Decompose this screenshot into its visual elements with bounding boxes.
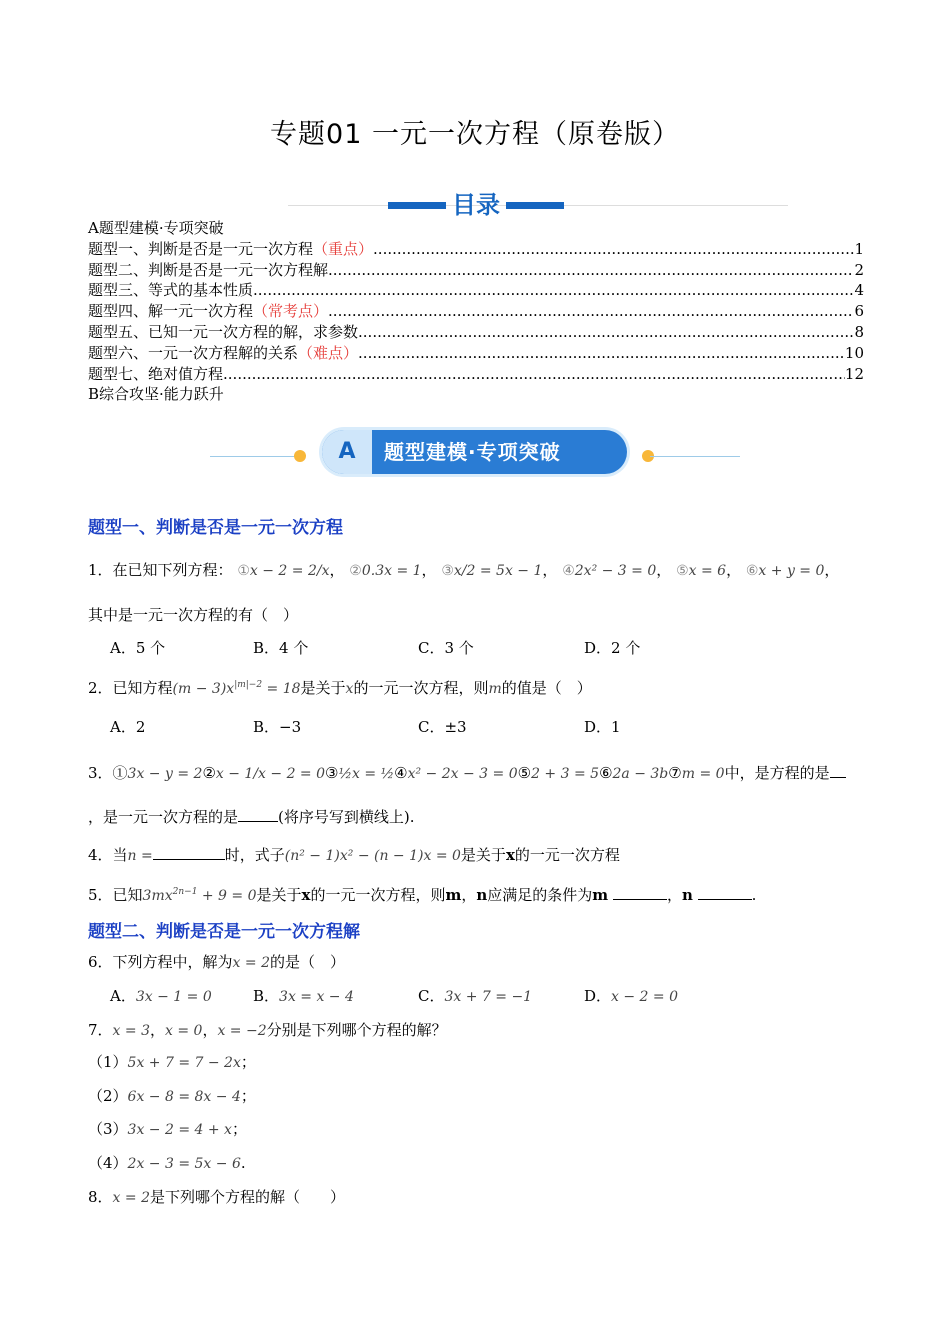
section-banner	[210, 428, 740, 476]
question-8: 8．x = 2是下列哪个方程的解（ ）	[88, 1188, 345, 1206]
toc-row[interactable]: 题型四、解一元一次方程 （常考点） ..... 6	[88, 301, 864, 322]
option-c[interactable]: C．±3	[418, 718, 467, 736]
question-2: 2．已知方程$(m - 3)x^{|m|-2} = 18$是关于x的一元一次方程，则m的值是（ ）	[88, 679, 592, 697]
toc-heading	[388, 183, 564, 223]
option-c[interactable]: C．3x + 7 = −1	[418, 987, 533, 1005]
section-heading: 题型二、判断是否是一元一次方程解	[88, 922, 360, 942]
option-d[interactable]: D．1	[584, 718, 621, 736]
toc-row[interactable]: 题型三、等式的基本性质 ..... 4	[88, 280, 864, 301]
question-7: 7．x = 3，x = 0，x = −2分别是下列哪个方程的解？	[88, 1021, 447, 1039]
question-4: 4．当n = 时，式子(n² − 1)x² − (n − 1)x = 0是关于x的一元一次方程	[88, 846, 620, 864]
option-d[interactable]: D．2 个	[584, 639, 641, 657]
answer-blank[interactable]	[698, 887, 752, 900]
toc-row[interactable]: 题型五、已知一元一次方程的解，求参数 ..... 8	[88, 322, 864, 343]
question-3-line2: ，是一元一次方程的是 (将序号写到横线上).	[88, 808, 415, 826]
banner-line-left	[210, 456, 300, 457]
question-3: 3．①3x − y = 2②x − 1/x − 2 = 0③½x = ½④x² − 2x − 3 = 0⑤2 + 3 = 5⑥2a − 3b⑦m = 0中，是方程的是	[88, 762, 846, 783]
option-c[interactable]: C．3 个	[418, 639, 474, 657]
answer-blank[interactable]	[153, 847, 225, 860]
option-a[interactable]: A．2	[110, 718, 146, 736]
option-b[interactable]: B．−3	[253, 718, 302, 736]
sub-question: （4）2x − 3 = 5x − 6.	[88, 1154, 246, 1172]
toc-row[interactable]: 题型七、绝对值方程 ..... 12	[88, 364, 864, 385]
sub-question: （1）5x + 7 = 7 − 2x；	[88, 1053, 256, 1071]
page-title: 专题01 一元一次方程（原卷版）	[270, 119, 680, 150]
sub-question: （2）6x − 8 = 8x − 4；	[88, 1087, 256, 1105]
toc-row[interactable]: B综合攻坚·能力跃升	[88, 385, 224, 404]
option-a[interactable]: A．5 个	[110, 639, 166, 657]
question-5: 5．已知$3mx^{2n-1} + 9 = 0$是关于x的一元一次方程，则m，n应满足的条件为m ，n .	[88, 886, 757, 904]
toc-row[interactable]: A题型建模·专项突破	[88, 219, 224, 237]
answer-blank[interactable]	[613, 887, 667, 900]
option-d[interactable]: D．x − 2 = 0	[584, 987, 679, 1005]
table-of-contents	[88, 218, 864, 405]
banner-pill	[322, 430, 627, 474]
banner-text: 题型建模·专项突破	[384, 440, 561, 464]
banner-line-right	[650, 456, 740, 457]
toc-row[interactable]: 题型一、判断是否是一元一次方程 （重点） ..... 1	[88, 239, 864, 260]
option-a[interactable]: A．3x − 1 = 0	[110, 987, 212, 1005]
answer-blank[interactable]	[238, 809, 278, 822]
sub-question: （3）3x − 2 = 4 + x；	[88, 1120, 247, 1138]
toc-bar-right	[506, 202, 564, 209]
toc-title: 目录	[452, 191, 500, 219]
banner-letter: A	[322, 430, 372, 474]
option-b[interactable]: B．4 个	[253, 639, 309, 657]
toc-row[interactable]: 题型二、判断是否是一元一次方程解 ..... 2	[88, 260, 864, 281]
question-6: 6．下列方程中，解为x = 2的是（ ）	[88, 953, 345, 971]
banner-dot-left	[294, 450, 306, 462]
answer-blank[interactable]	[830, 765, 846, 778]
toc-row[interactable]: 题型六、一元一次方程解的关系 （难点） ..... 10	[88, 343, 864, 364]
section-heading: 题型一、判断是否是一元一次方程	[88, 518, 343, 538]
toc-bar-left	[388, 202, 446, 209]
option-b[interactable]: B．3x = x − 4	[253, 987, 354, 1005]
question-1-line2: 其中是一元一次方程的有（ ）	[88, 606, 299, 624]
question-1: 1．在已知下列方程： ①x − 2 = 2/x， ②0.3x = 1， ③x/2 = 5x − 1， ④2x² − 3 = 0， ⑤x = 6， ⑥x + y = 0，	[88, 561, 840, 579]
